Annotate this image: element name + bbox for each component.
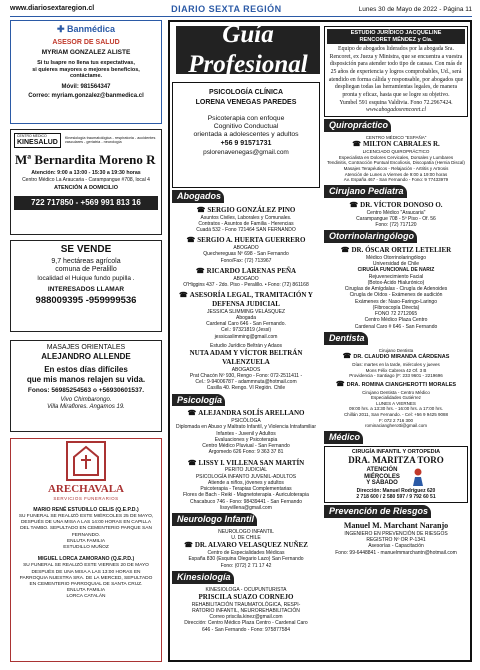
phone-icon: ☎ — [342, 353, 352, 361]
phone-icon: ☎ — [186, 236, 196, 245]
dentista-line4: Providencia - Santiago (F: 233 9601 - 2219696 — [349, 373, 443, 379]
phone-icon: ☎ — [335, 380, 345, 388]
section-otorrino: Otorrinolaringólogo — [324, 230, 417, 243]
abogado-2-line1: ABOGADO — [233, 245, 259, 252]
abogado-4-line1: JESSICA SLIMMING VELÁSQUEZ — [206, 308, 286, 315]
riesgos-line2: REGISTRO Nº OR P-1341 — [366, 537, 426, 544]
jacqueline-title1: ESTUDIO JURÍDICO JACQUELINE — [350, 30, 442, 36]
issue-date: Lunes 30 de Mayo de 2022 - Página 11 — [358, 5, 472, 13]
otorrino-line6: Cirugías de Amígdalas - Cirugía de Adenoides — [344, 286, 448, 293]
medico-line6: 2 718 600 / 2 580 597 / 9 792 60 51 — [356, 494, 436, 501]
kinesalud-address: Centro Médico La Araucaria - Carampangue #708, local 4 — [22, 177, 150, 184]
neurologo-line2: U. DE CHILE — [231, 535, 261, 542]
psico-ad-line3: orientada a adolescentes y adultos — [193, 131, 299, 139]
deceased-1-family-line2: ESTUDILLO MUÑOZ — [63, 544, 109, 550]
deceased-2-name: MIGUEL LORCA ZAMORANO (Q.E.P.D.) — [37, 556, 135, 563]
abogado-4-line2: Abogada — [235, 314, 257, 321]
dentista-line3: Mons Félix Cabrera 42 Of. 3 B — [365, 367, 427, 373]
jacqueline-body: Equipo de abogados liderados por la abogada Sra. Rencoret, ex Jueza y Ministra, que se encuentra a vuestra disposición para atender todo tipo de causas. Con más de 25 años de experiencia y logros comprobables, Ud., será atendido en forma cálida y responsable, por abogados que despliegan todas las herramientas legales, de manera pronta y eficaz, hasta que se logre su objetivo. — [328, 46, 464, 98]
masajes-phones: Fonos: 56985254563 o +56930601537. — [27, 387, 145, 395]
dentista-line8: 09:00 hrs. a 13:30 hrs. - 16:00 hrs. a 17:00 hrs. — [348, 406, 444, 412]
psicologa-2-line4: Psicoterapia - Terapias Complementarias — [200, 486, 292, 493]
deceased-2-family-line1: ENLUTA FAMILIA — [66, 588, 106, 594]
deceased-2-family-line2: LORCA CATALÁN — [66, 594, 106, 600]
psico-ad-phone: +56 9 91571731 — [220, 140, 272, 148]
psico-ad-name: LORENA VENEGAS PAREDES — [195, 99, 297, 107]
abogado-1-line3: Cuadá 532 - Fono 721464 SAN FERNANDO — [196, 227, 296, 234]
phone-icon: ☎ — [187, 409, 197, 418]
masajes-addr1: Vivo Chimbarongo. — [60, 396, 112, 403]
masajes-line1: En estos días difíciles — [44, 364, 128, 374]
section-abogados: Abogados — [172, 190, 224, 203]
kinesalud-tagline: Kinesiología traumatológica - respiratoria - accidentes vasculares - geriatría - neurología — [64, 135, 156, 145]
section-medico: Médico — [324, 431, 363, 444]
abogado-5-line2: Prat Chacón Nº 930, Rengo - Fono: 072-2511411 - — [189, 372, 303, 379]
abogado-5-line1: ABOGADOS — [231, 366, 261, 373]
psicologa-1-name: ALEJANDRA SOLÍS ARELLANO — [198, 409, 305, 418]
psicologa-1-line2: Diplomada en Abuso y Maltrato Infantil, y Violencia Intrafamiliar — [176, 424, 316, 431]
medico-line1: CIRUGÍA INFANTIL Y ORTOPEDIA — [351, 448, 441, 455]
medico-line5: Dirección: Manuel Rodríguez 620 — [356, 488, 436, 495]
medico-line2: ATENCIÓN — [366, 467, 398, 474]
kinesiologia-line5: Dirección: Centro Médico Plaza Centro - Cardenal Caro — [184, 620, 308, 627]
section-neurologo: Neurologo Infantil — [172, 513, 257, 526]
banmedica-line2: si quieres mayores o mejores beneficios, — [32, 66, 140, 73]
abogado-2-line3: Fono/Fax: (72) 713967 — [220, 257, 272, 264]
phone-icon: ☎ — [195, 266, 205, 275]
jacqueline-title2: RENCORET MÉNDEZ y Cía. — [359, 36, 433, 43]
kinesiologia-line1: KINESIOLOGA - OCUPUNTURISTA — [205, 586, 287, 593]
section-quiropractico: Quiropráctico — [324, 119, 391, 132]
kinesalud-hours: Atención: 9:00 a 13:00 - 15:30 a 19:30 horas — [31, 170, 141, 177]
kinesalud-logo: CENTRO MÉDICO KINESALUD — [14, 133, 61, 148]
quiro-line5: Masajes Terapéuticos - Relajación - Artritis y Artrosis — [343, 166, 449, 172]
child-icon — [408, 467, 428, 487]
banmedica-cross-icon: ✚ — [56, 24, 67, 34]
kinesalud-phones: 722 717850 - +569 991 813 16 — [14, 196, 158, 210]
kinesalud-name: Mª Bernardita Moreno R — [15, 151, 156, 167]
kinesiologia-email[interactable]: Correo priscila.kinez@gmail.com — [209, 614, 283, 621]
se-vende-line3: localidad el Huique fundo pupilla . — [37, 274, 135, 282]
phone-icon: ☎ — [187, 458, 197, 467]
otorrino-line9: (Fibroscopía Directa) — [372, 304, 420, 311]
banmedica-line3: contáctame. — [69, 73, 103, 80]
dentista-line5: Cirujano Dentista - Centro Médico — [362, 389, 430, 395]
masajes-title: MASAJES ORIENTALES — [46, 344, 126, 351]
dentista-line10: F: 072 2 716 300 — [378, 417, 414, 423]
kinesiologia-line3: RATORIO INFANTIL, NEUROREHABILITACIÓN — [192, 607, 300, 614]
banmedica-logo: ✚ Banmédica — [56, 24, 116, 34]
otorrino-line10: FONO 72 2712065 — [374, 311, 418, 318]
psicologia-clinica-ad — [172, 82, 320, 188]
dentista-email[interactable]: rominaciangherotti@gmail.com — [364, 423, 428, 429]
masajes-addr2: Villa Miraflores. Angamos 19. — [47, 404, 125, 411]
neurologo-line1: NEUROLOGO INFANTIL — [218, 528, 274, 535]
quiro-line7: Av. España 467 - San Fernando - Fono: 9 77433979 — [343, 177, 449, 183]
kinesiologia-name: PRISCILA SUAZO CORNEJO — [198, 592, 294, 601]
se-vende-phones: 988009395 -959999536 — [35, 295, 137, 307]
psico-ad-email[interactable]: pslorenavenegas@gmail.com — [203, 148, 289, 156]
neurologo-line5: Fono: (072) 2 71 17 42 — [220, 562, 272, 569]
dentista-line9: Chillán 2011, San Fernando. - Cel: +56 9 9425 9088 — [343, 412, 449, 418]
banmedica-ad — [10, 20, 162, 124]
phone-icon: ☎ — [196, 205, 206, 214]
psicologa-2-email[interactable]: lissyvillena@gmail.com — [220, 504, 272, 511]
section-dentista: Dentista — [324, 332, 368, 345]
otorrino-line11: Centro Médico Plaza Centro — [364, 317, 428, 324]
se-vende-title: SE VENDE — [60, 244, 112, 255]
banmedica-name: MYRIAM GONZALEZ ALISTE — [41, 49, 131, 57]
abogado-2-line2: Quechereguas Nº 698 - San Fernando — [203, 251, 289, 258]
funeraria-brand: ARECHAVALA — [47, 483, 124, 495]
phone-icon: ☎ — [349, 200, 359, 209]
psicologa-1-line1: PSICÓLOGA — [231, 418, 261, 425]
psico-ad-line2: Cognitivo Conductual — [213, 122, 279, 130]
otorrino-line5: (Botox-Ácido Hialurónico) — [367, 279, 425, 286]
se-vende-line2: comuna de Peralillo — [55, 266, 117, 274]
jacqueline-phone: Yumbel 591 esquina Valdivia. Fono 72.2967424. — [339, 100, 453, 107]
section-cirujano: Cirujano Pediatra — [324, 185, 407, 198]
medico-line3: MIÉRCOLES — [364, 473, 400, 480]
abogado-4-line3: Cardenal Caro 646 - San Fernando. — [206, 321, 286, 328]
psico-ad-title: PSICOLOGÍA CLÍNICA — [208, 89, 284, 96]
dentista-line1: Cirujano Dentista — [378, 347, 414, 353]
psicologa-2-line2: PSICOLOGÍA INFANTO JUVENIL-ADULTOS — [195, 473, 297, 480]
masajes-line2: que mis manos relajen su vida. — [26, 374, 146, 384]
neurologo-line4: España 830 (Esquina Olegario Lazo) San Fernando — [188, 556, 304, 563]
banmedica-title: ASESOR DE SALUD — [52, 38, 120, 46]
se-vende-line1: 9,7 hectáreas agrícola — [51, 258, 121, 265]
dentista-name-2: DRA. ROMINA CIANGHEROTTI MORALES — [346, 381, 457, 388]
abogado-3-line1: ABOGADO — [233, 275, 259, 282]
masajes-ad — [10, 340, 162, 432]
medico-name: DRA. MARITZA TORO — [348, 455, 444, 466]
section-riesgos: Prevención de Riesgos — [324, 505, 431, 518]
se-vende-call: INTERESADOS LLAMAR — [47, 285, 125, 293]
psicologa-1-line3: Infantes - Juvenil y Adultos — [216, 430, 276, 437]
otorrino-line8: Exámenes de: Naso-Faringo-Laringo — [355, 298, 437, 305]
dentista-line7: LUNES A VIERNES — [376, 400, 416, 406]
abogado-5-name: NUTA ADAM Y VÍCTOR BELTRÁN VALENZUELA — [189, 349, 303, 366]
guide-right-column — [324, 26, 468, 658]
medico-ad — [324, 446, 468, 503]
neurologo-line3: Centro de Especialidades Médicas — [207, 550, 285, 557]
deceased-1-name: MARIO RENÉ ESTUDILLO CELIS (Q.E.P.D.) — [33, 506, 139, 513]
abogado-5-line4: Casilla 40. Rengo. VI Región. Chile — [206, 385, 286, 392]
abogado-4-line4: Cel.: 97321819 (Jessi) — [220, 327, 272, 334]
otorrino-line12: Cardenal Caro # 646 - San Fernando — [354, 323, 438, 330]
abogado-5-line3: Cel.: 9-94006787 - adammnuta@hotmail.com — [195, 379, 297, 386]
abogado-2-name: SERGIO A. HUERTA GUERRERO — [197, 236, 306, 245]
cirujano-name: DR. VÍCTOR DONOSO O. — [360, 200, 443, 209]
kinesiologia-line6: 646 - San Fernando - Fono: 975877584 — [201, 626, 291, 633]
psicologa-1-line4: Evaluaciones y Psicoterapia — [214, 436, 278, 443]
site-url[interactable]: www.diariosextaregion.cl — [10, 5, 95, 13]
abogado-4-name: ASESORÍA LEGAL, TRAMITACIÓN Y DEFENSA JUDICIAL — [189, 291, 313, 308]
quiro-name: MILTON CABRALES R. — [362, 140, 440, 149]
quiro-line4: Tendinitis, Contracción Puntual Escoliosis, Discopatía (Hernia Discal) — [327, 160, 465, 166]
phone-icon: ☎ — [184, 541, 193, 550]
quiro-line2: LICENCIADO QUIROPRÁCTICO — [362, 149, 430, 155]
psicologa-2-line6: Chacabuco 746 - Fono: 98439441 - San Fernando — [189, 498, 303, 505]
riesgos-line1: INGENIERO EN PREVENCIÓN DE RIESGOS — [344, 530, 448, 537]
otorrino-line1: Médico Otorrinolaringólogo — [365, 254, 427, 261]
arechavala-logo-icon — [66, 441, 106, 481]
dentista-line2: Días: martes en la tarde, miércoles y jueves — [352, 361, 440, 367]
otorrino-name: DR. ÓSCAR ORTIZ LETELIER — [351, 246, 452, 255]
banmedica-email[interactable]: Correo: myriam.gonzalez@banmedica.cl — [28, 92, 144, 99]
psicologa-2-line5: Flores de Bach - Reiki - Magnetoterapia - Auriculoterapia — [183, 492, 309, 499]
cirujano-line3: Fono: (72) 717120 — [375, 222, 417, 228]
psicologa-2-name: LISSY I. VILLENA SAN MARTÍN — [198, 458, 305, 467]
psico-ad-line1: Psicoterapia con enfoque — [207, 114, 285, 122]
abogado-5-heading: Estudio Jurídico Beltrán y Adaos — [210, 342, 282, 349]
psicologa-1-line6: Argomedo 626 Fono: 9 363 37 81 — [208, 449, 284, 456]
se-vende-ad — [10, 240, 162, 332]
deceased-1-family-line1: ENLUTA FAMILIA — [66, 538, 106, 544]
dentista-name: DR. CLAUDIO MIRANDA CÁRDENAS — [353, 354, 450, 361]
jacqueline-web[interactable]: www.abogadosrencoret.cl — [365, 107, 426, 114]
banmedica-phone: Móvil: 981564347 — [61, 83, 111, 90]
kinesalud-ad — [10, 129, 162, 235]
page-header — [10, 3, 472, 17]
masthead: DIARIO SEXTA REGIÓN — [171, 4, 282, 15]
jacqueline-ad — [324, 26, 468, 117]
masajes-name: ALEJANDRO ALLENDE — [41, 352, 131, 362]
abogado-4-email[interactable]: jessicaslimming@gmail.com — [214, 333, 278, 340]
riesgos-line3: Asesorías - Capacitación — [368, 543, 424, 550]
guide-middle-column — [172, 82, 320, 656]
riesgos-name: Manuel M. Marchant Naranjo — [343, 520, 449, 530]
cirujano-line1: Centro Médico "Araucaria" — [366, 209, 426, 216]
neurologo-name: DR. ALVARO VELASQUEZ NUÑEZ — [194, 541, 308, 550]
kinesalud-home: ATENCIÓN A DOMICILIO — [54, 185, 118, 192]
deceased-1-text: SU FUNERAL SE REALIZÓ ESTE MIÉRCOLES 25 DE MAYO, DESPUÉS DE UNA MISA A LAS 14:00 HORAS EN CAPILLA DEL TAMBO. SEPULTADO EN CEMENTERIO PARQUE SAN FERNANDO. — [18, 513, 154, 538]
banmedica-line1: Si tu Isapre no llena tus expectativas, — [37, 59, 135, 66]
medico-line4: Y SÁBADO — [366, 480, 398, 487]
otorrino-line7: Cirugía de Oídos - Exámenes de audición — [349, 292, 443, 299]
psicologa-2-line1: PERITO JUDICIAL — [224, 467, 268, 474]
dentista-line6: Especialidades Gutiérrez — [370, 395, 422, 401]
otorrino-line3: CIRUGÍA FUNCIONAL DE NARIZ — [357, 267, 435, 274]
abogado-1-line2: Contratos - Asuntos de Familia - Herencias — [198, 220, 294, 227]
funeraria-ad — [10, 438, 162, 662]
phone-icon: ☎ — [352, 140, 361, 149]
cirujano-line2: Carampangue 708 - 5º Piso - Of. 56 — [356, 215, 436, 222]
kinesiologia-line2: REHABILITACIÓN TRAUMATOLÓGICA, RESPI- — [191, 601, 301, 608]
guide-title: Guía Profesional — [176, 26, 320, 74]
quiro-line6: Atención de Lunes a Viernes de 9:00 a 19:00 horas — [344, 171, 448, 177]
deceased-2-text: SU FUNERAL SE REALIZÓ ESTE VIERNES 20 DE MAYO DESPUÉS DE UNA MISA A LAS 13:00 HORAS EN PARROQUIA NUESTRA SRA. DE LA MERCED, SEPULTADO EN CEMENTERIO PARROQUIAL DE SANTA CRUZ. — [19, 563, 153, 588]
abogado-3-name: RICARDO LARENAS PEÑA — [206, 266, 297, 275]
psicologa-2-line3: Atiende a niños, jóvenes y adultos — [208, 479, 284, 486]
phone-icon: ☎ — [340, 246, 350, 255]
quiro-line1: CENTRO MÉDICO "ESPAÑA" — [365, 134, 427, 140]
abogado-1-name: SERGIO GONZÁLEZ PINO — [207, 205, 296, 214]
phone-icon: ☎ — [179, 291, 188, 300]
abogado-3-line2: O'Higgins 437 - 2do. Piso - Peralillo. • Fono: (72) 861168 — [183, 281, 309, 288]
section-kinesiologia: Kinesiología — [172, 571, 234, 584]
otorrino-line2: Universidad de Chile — [372, 261, 420, 268]
abogado-1-line1: Asuntos Civiles, Laborales y Comunales. — [200, 214, 292, 221]
psicologa-1-line5: Centro Médico Pluviual - San Fernando — [202, 443, 290, 450]
quiro-line3: Especialista en Dolores Cervicales, Dorsales y Lumbares — [338, 154, 454, 160]
section-psicologia: Psicología — [172, 394, 225, 407]
riesgos-line4: Fono: 99-6448841 - manuelmmarchantn@hotmail.com — [335, 549, 457, 556]
funeraria-subtitle: SERVICIOS FUNERARIOS — [53, 496, 119, 502]
otorrino-line4: Rejuvenecimiento Facial — [368, 273, 424, 280]
